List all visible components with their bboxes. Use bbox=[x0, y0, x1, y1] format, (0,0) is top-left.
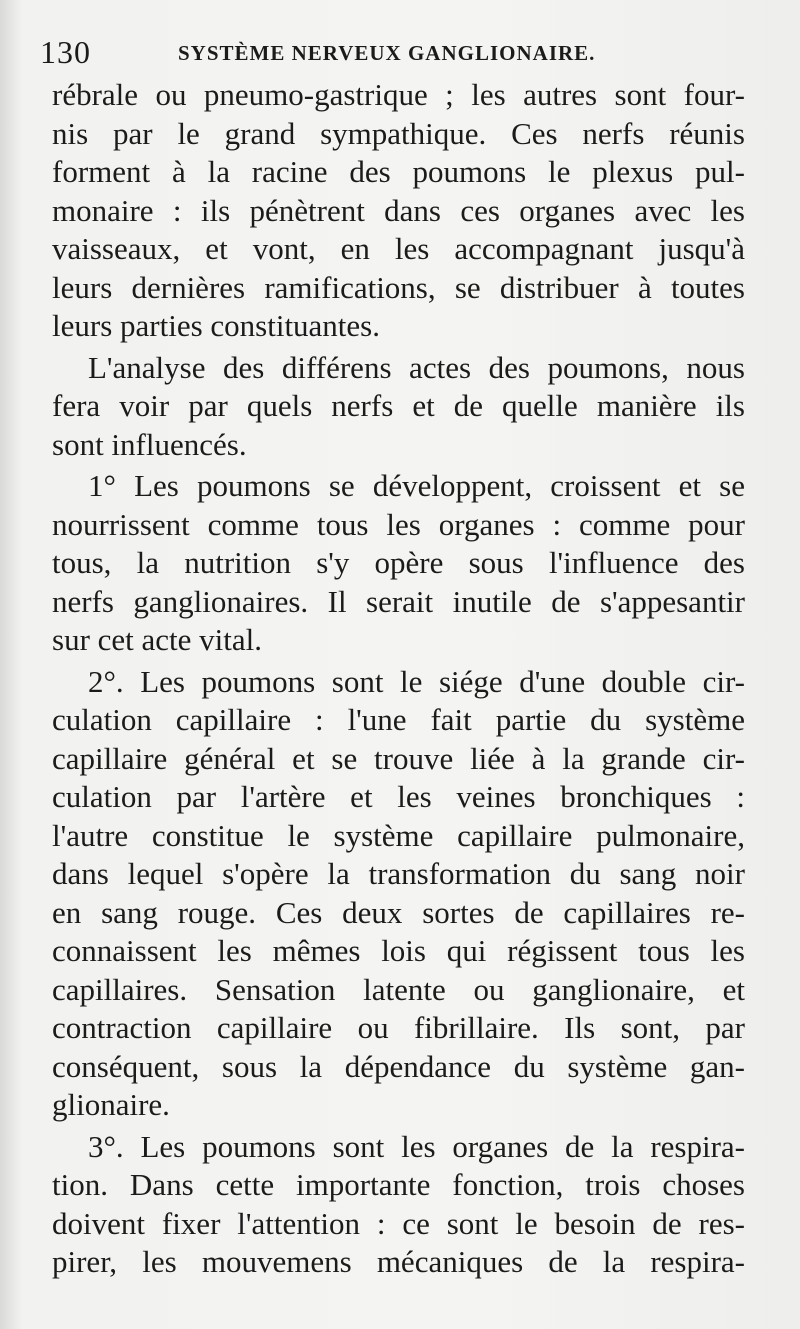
text-line: sur cet acte vital. bbox=[52, 622, 263, 657]
running-head: SYSTÈME NERVEUX GANGLIONAIRE. bbox=[178, 41, 596, 65]
text-line: leurs parties constituantes. bbox=[52, 308, 380, 343]
text-line: culation par l'artère et les veines bronchiques : bbox=[52, 779, 745, 814]
text-line: culation capillaire : l'une fait partie du système bbox=[52, 702, 745, 737]
text-line: connaissent les mêmes lois qui régissent tous les bbox=[52, 933, 745, 968]
text-line: pirer, les mouvemens mécaniques de la respira- bbox=[52, 1244, 745, 1279]
text-line: doivent fixer l'attention : ce sont le besoin de res- bbox=[52, 1205, 745, 1241]
text-line: tous, la nutrition s'y opère sous l'influence des bbox=[52, 545, 745, 580]
text-line: monaire : ils pénètrent dans ces organes avec les bbox=[52, 192, 745, 228]
text-line: sont influencés. bbox=[52, 426, 247, 462]
text-line: fera voir par quels nerfs et de quelle manière ils bbox=[52, 388, 745, 423]
text-line: conséquent, sous la dépendance du système gan- bbox=[52, 1048, 745, 1084]
page-header bbox=[40, 32, 760, 72]
text-line: nis par le grand sympathique. Ces nerfs réunis bbox=[52, 115, 745, 151]
text-line: vaisseaux, et vont, en les accompagnant jusqu'à bbox=[52, 231, 745, 266]
text-line: forment à la racine des poumons le plexus pul- bbox=[52, 154, 745, 189]
text-line: rébrale ou pneumo-gastrique ; les autres sont four- bbox=[52, 77, 745, 112]
text-line: nerfs ganglionaires. Il serait inutile de s'appesantir bbox=[52, 583, 745, 619]
text-line: 2°. Les poumons sont le siége d'une double cir- bbox=[88, 663, 745, 699]
text-line: capillaires. Sensation latente ou ganglionaire, et bbox=[52, 971, 745, 1007]
text-line: 1° Les poumons se développent, croissent et se bbox=[88, 468, 745, 503]
text-line: L'analyse des différens actes des poumons, nous bbox=[88, 349, 745, 385]
text-line: l'autre constitue le système capillaire pulmonaire, bbox=[52, 817, 745, 853]
text-line: nourrissent comme tous les organes : comme pour bbox=[52, 506, 745, 542]
page-number: 130 bbox=[40, 34, 91, 70]
text-line: 3°. Les poumons sont les organes de la respira- bbox=[88, 1128, 745, 1164]
text-line: leurs dernières ramifications, se distribuer à toutes bbox=[52, 269, 745, 305]
text-line: dans lequel s'opère la transformation du sang noir bbox=[52, 856, 745, 891]
text-line: tion. Dans cette importante fonction, trois choses bbox=[52, 1167, 745, 1202]
text-line: en sang rouge. Ces deux sortes de capillaires re- bbox=[52, 894, 745, 930]
body-text bbox=[52, 76, 745, 1282]
text-line: capillaire général et se trouve liée à la grande cir- bbox=[52, 740, 745, 776]
text-line: contraction capillaire ou fibrillaire. Ils sont, par bbox=[52, 1010, 745, 1045]
text-line: glionaire. bbox=[52, 1087, 170, 1122]
